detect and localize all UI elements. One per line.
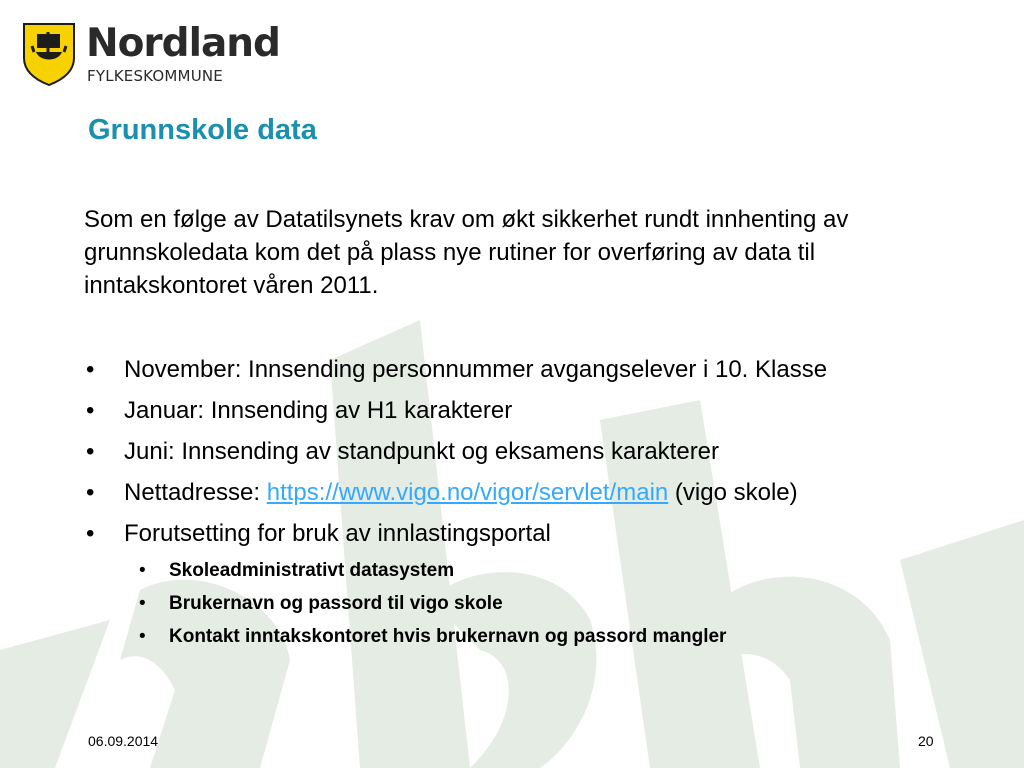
- bullet-glyph: •: [86, 520, 95, 547]
- nettadresse-label: Nettadresse:: [124, 479, 261, 506]
- sub-bullet-glyph: •: [139, 626, 146, 647]
- slide-title: Grunnskole data: [88, 114, 317, 146]
- nordland-logo: [22, 21, 280, 90]
- logo-subtitle: FYLKESKOMMUNE: [87, 67, 223, 85]
- bullet-item-november: [84, 349, 1004, 390]
- bullet-item-januar: [84, 390, 1004, 431]
- shield-emblem-icon: [22, 22, 76, 86]
- vigo-suffix: (vigo skole): [674, 479, 798, 506]
- sub-bullet-text: Skoleadministrativt datasystem: [169, 560, 455, 581]
- sub-bullet-item: [84, 620, 1004, 653]
- sub-bullet-text: Kontakt inntakskontoret hvis brukernavn og passord mangler: [169, 626, 727, 647]
- bullet-glyph: •: [86, 479, 95, 506]
- bullet-glyph: •: [86, 438, 95, 465]
- sub-bullet-glyph: •: [139, 560, 146, 581]
- bullet-text: November: Innsending personnummer avgangselever i 10. Klasse: [124, 356, 828, 383]
- sub-bullet-glyph: •: [139, 593, 146, 614]
- bullet-text: Forutsetting for bruk av innlastingsportal: [124, 520, 551, 547]
- sub-bullet-item: [84, 554, 1004, 587]
- bullet-text: Januar: Innsending av H1 karakterer: [124, 397, 513, 424]
- intro-paragraph: Som en følge av Datatilsynets krav om økt sikkerhet rundt innhenting av grunnskoledata kom det på plass nye rutiner for overføring av data til inntakskontoret våren 2011.: [84, 206, 849, 299]
- bullet-list: [84, 349, 1004, 653]
- bullet-glyph: •: [86, 356, 95, 383]
- vigo-link[interactable]: https://www.vigo.no/vigor/servlet/main: [266, 479, 669, 506]
- bullet-item-forutsetting: [84, 513, 1004, 554]
- sub-bullet-container: [84, 554, 1004, 653]
- bullet-item-juni: [84, 431, 1004, 472]
- sub-bullet-item: [84, 587, 1004, 620]
- sub-bullet-list: [84, 554, 1004, 653]
- footer-page-number: 20: [918, 733, 934, 749]
- logo-wordmark: Nordland: [86, 21, 280, 66]
- sub-bullet-text: Brukernavn og passord til vigo skole: [169, 593, 503, 614]
- bullet-glyph: •: [86, 397, 95, 424]
- bullet-text: Juni: Innsending av standpunkt og eksamens karakterer: [124, 438, 720, 465]
- footer-date: 06.09.2014: [88, 733, 159, 749]
- bullet-item-nettadresse: [84, 472, 1004, 513]
